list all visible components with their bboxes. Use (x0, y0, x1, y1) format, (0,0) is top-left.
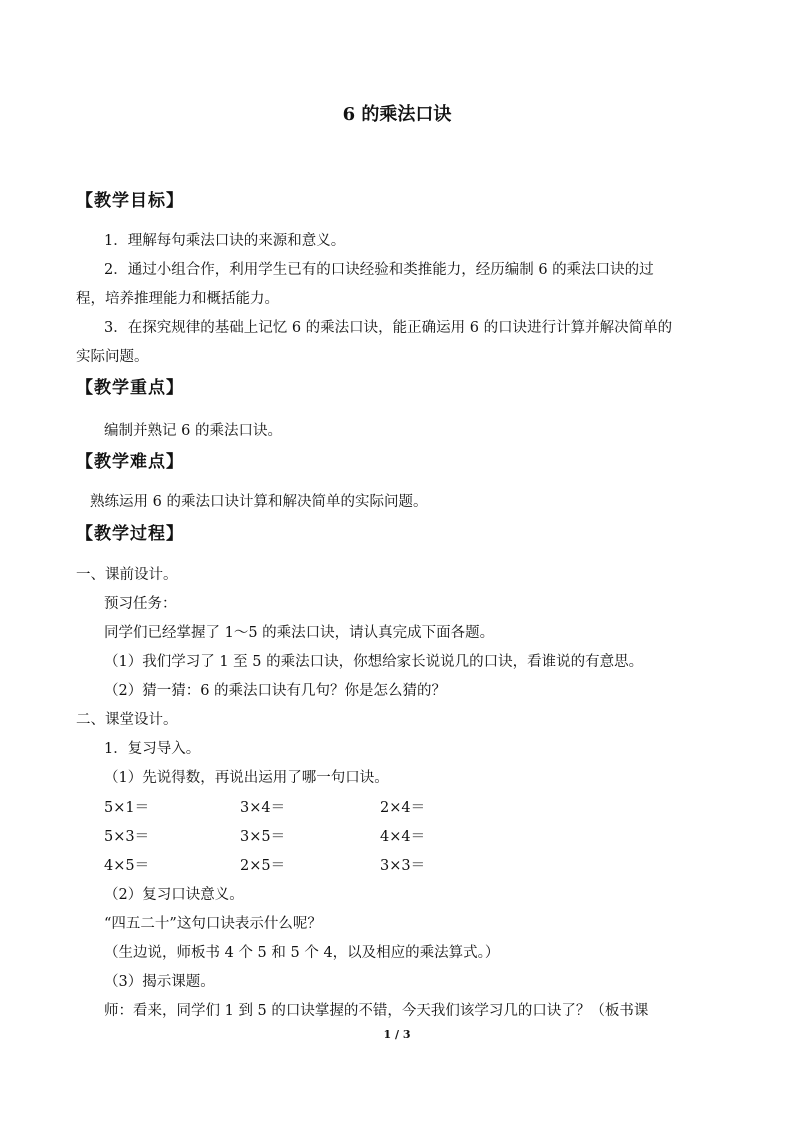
equation: 4×5＝ (104, 858, 150, 874)
preview-label: 预习任务： (104, 596, 177, 612)
equation: 5×1＝ (104, 800, 150, 816)
goal-item: 2．通过小组合作，利用学生已有的口诀经验和类推能力，经历编制 6 的乘法口诀的过 (104, 262, 654, 278)
equation: 2×4＝ (380, 800, 426, 816)
goal-item: 1．理解每句乘法口诀的来源和意义。 (104, 233, 346, 249)
difficulty-text: 熟练运用 6 的乘法口诀计算和解决简单的实际问题。 (90, 494, 428, 510)
preview-question-2: （2）猜一猜：6 的乘法口诀有几句？你是怎么猜的？ (104, 683, 447, 699)
part2-title: 二、课堂设计。 (76, 712, 178, 728)
page-title: 6 的乘法口诀 (342, 104, 452, 125)
reveal-line: （3）揭示课题。 (104, 974, 215, 990)
quote-line: “四五二十”这句口诀表示什么呢？ (104, 916, 322, 932)
note-line: （生边说，师板书 4 个 5 和 5 个 4，以及相应的乘法算式。） (104, 945, 500, 961)
key-points-heading: 【教学重点】 (76, 378, 184, 398)
equation: 3×4＝ (240, 800, 286, 816)
review-question-1: （1）先说得数，再说出运用了哪一句口诀。 (104, 770, 389, 786)
page-number: 1 / 3 (383, 1028, 411, 1041)
goal-item: 3．在探究规律的基础上记忆 6 的乘法口诀，能正确运用 6 的口诀进行计算并解决简单的 (104, 320, 673, 336)
part1-title: 一、课前设计。 (76, 567, 178, 583)
teacher-line: 师：看来，同学们 1 到 5 的口诀掌握的不错，今天我们该学习几的口诀了？（板书课 (104, 1003, 649, 1019)
review-title: 1．复习导入。 (104, 741, 201, 757)
preview-question-1: （1）我们学习了 1 至 5 的乘法口诀，你想给家长说说几的口诀，看谁说的有意思。 (104, 654, 644, 670)
key-points-text: 编制并熟记 6 的乘法口诀。 (104, 423, 282, 439)
review-question-2: （2）复习口诀意义。 (104, 887, 244, 903)
goals-heading: 【教学目标】 (76, 191, 184, 211)
equation: 3×3＝ (380, 858, 426, 874)
equation: 2×5＝ (240, 858, 286, 874)
preview-intro: 同学们已经掌握了 1～5 的乘法口诀，请认真完成下面各题。 (104, 625, 495, 641)
process-heading: 【教学过程】 (76, 524, 184, 544)
difficulty-heading: 【教学难点】 (76, 452, 184, 472)
equation: 5×3＝ (104, 829, 150, 845)
equation: 3×5＝ (240, 829, 286, 845)
goal-item-continuation: 程，培养推理能力和概括能力。 (76, 291, 279, 307)
goal-item-continuation: 实际问题。 (76, 349, 149, 365)
equation: 4×4＝ (380, 829, 426, 845)
